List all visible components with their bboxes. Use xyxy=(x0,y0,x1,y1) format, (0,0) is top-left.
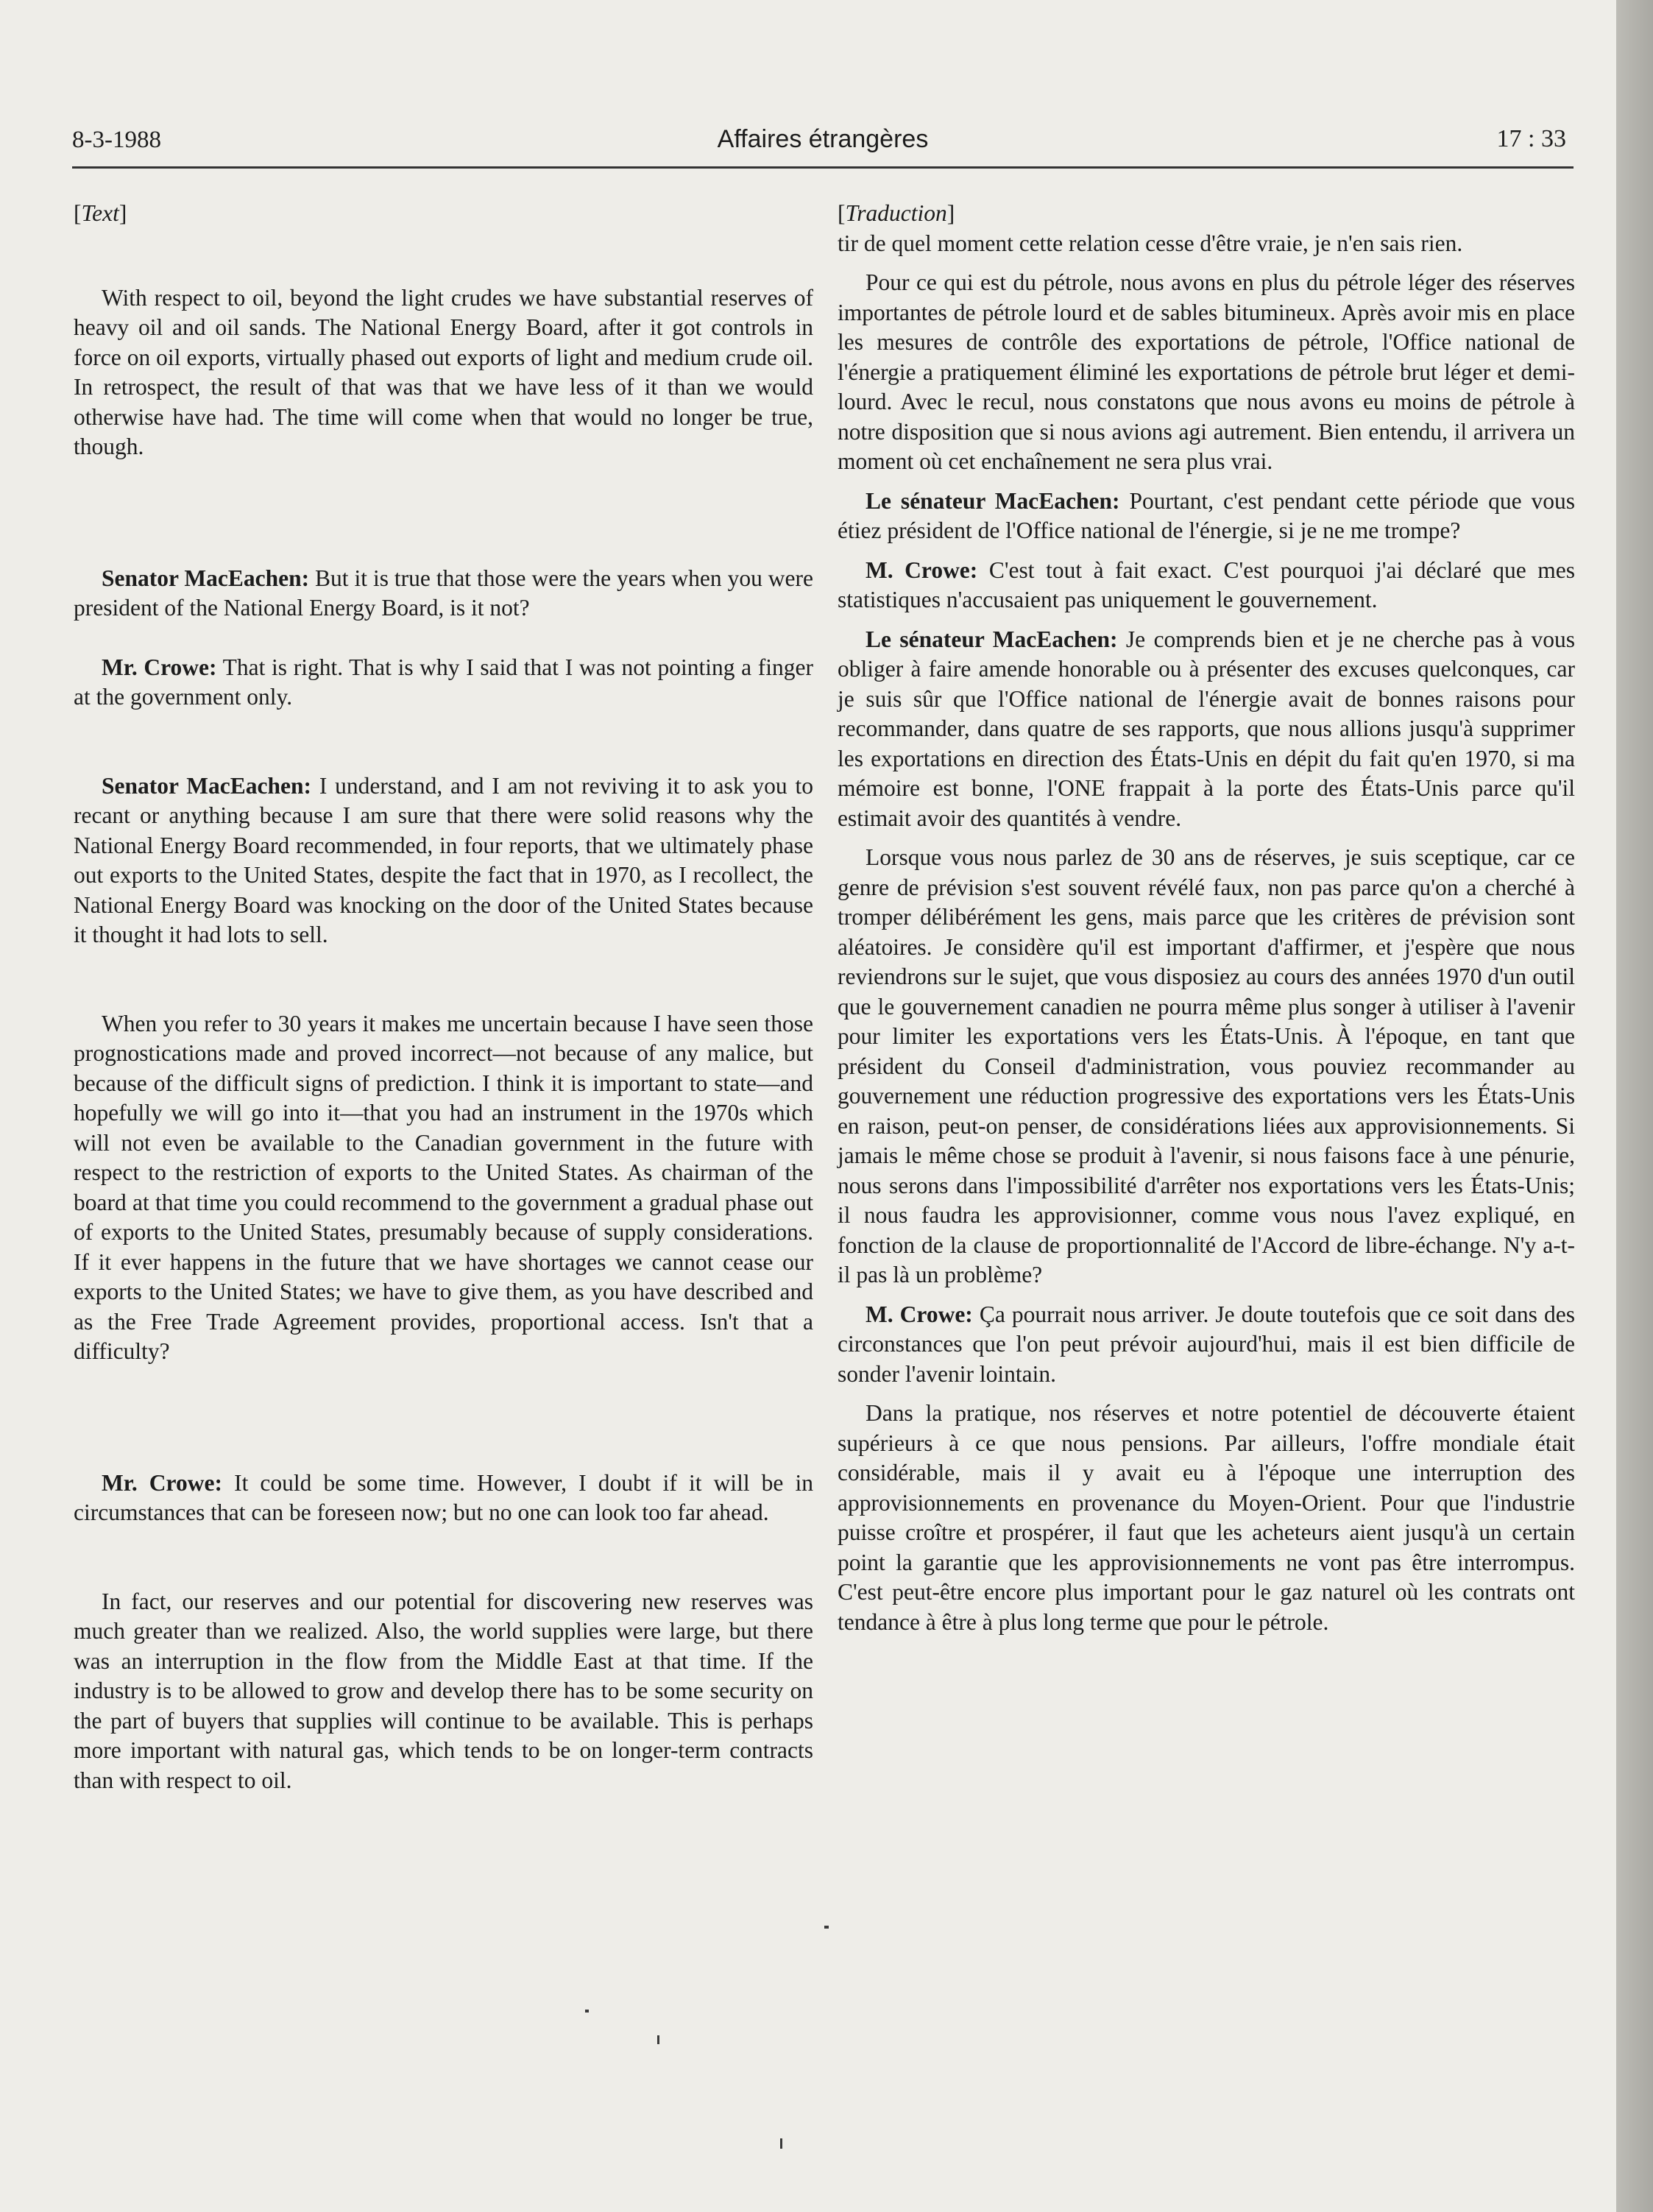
french-paragraph: tir de quel moment cette relation cesse d'être vraie, je n'en sais rien. xyxy=(838,230,1463,256)
speech-text: But it is true that those were the years when you were president of the National Energy Board, is it not? xyxy=(74,565,814,621)
speech-text: C'est tout à fait exact. C'est pourquoi j'ai déclaré que mes statistiques n'accusaient pas uniquement le gouvernement. xyxy=(838,556,1575,612)
scan-speck xyxy=(824,1926,829,1929)
speech-text: It could be some time. However, I doubt if it will be in circumstances that can be foreseen now; but no one can look too far ahead. xyxy=(74,1469,814,1525)
header-page-number: 17 : 33 xyxy=(1496,125,1566,152)
english-paragraph xyxy=(74,1469,813,1528)
header-title: Affaires étrangères xyxy=(717,125,929,153)
speaker-name: M. Crowe: xyxy=(866,556,978,583)
english-paragraph xyxy=(74,771,813,950)
speaker-name: Mr. Crowe: xyxy=(102,1469,222,1496)
speaker-name: Senator MacEachen: xyxy=(102,772,311,799)
french-column xyxy=(838,199,1575,1637)
speaker-name: M. Crowe: xyxy=(866,1301,973,1327)
english-paragraph xyxy=(74,653,813,713)
scan-speck xyxy=(657,2035,659,2044)
english-paragraph: With respect to oil, beyond the light crudes we have substantial reserves of heavy oil and oil sands. The National Energy Board, after it got controls in force on oil exports, virtually phased out exports of light and medium crude oil. In retrospect, the result of that was that we have less of it than we would otherwise have had. The time will come when that would no longer be true, though. xyxy=(74,284,813,459)
header-date: 8-3-1988 xyxy=(72,127,161,153)
scan-speck xyxy=(585,2010,589,2013)
english-paragraph: When you refer to 30 years it makes me uncertain because I have seen those prognostications made and proved incorrect—not because of any malice, but because of the difficult signs of prediction. I think it is important to state—and hopefully we will go into it—that you had an instrument in the 1970s which will not even be available to the Canadian government in the future with respect to the restriction of exports to the United States. As chairman of the board at that time you could recommend to the government a gradual phase out of exports to the United States, presumably because of supply considerations. If it ever happens in the future that we have shortages we cannot cease our exports to the United States; we have to give them, as you have described and as the Free Trade Agreement provides, proportional access. Isn't that a difficulty? xyxy=(74,1010,813,1364)
speech-text: Je comprends bien et je ne cherche pas à vous obliger à faire amende honorable ou à présenter des excuses quelconques, car je suis sûr que l'Office national de l'énergie avait de bonnes raisons pour recommander, dans quatre de ses rapports, que nous allions jusqu'à supprimer les exportations en direction des États-Unis en dépit du fait qu'en 1970, si ma mémoire est bonne, l'ONE frappait à la porte des États-Unis parce qu'il estimait avoir des quantités à vendre. xyxy=(838,626,1576,831)
speech-text: Ça pourrait nous arriver. Je doute toutefois que ce soit dans des circonstances que l'on peut prévoir aujourd'hui, mais il est bien difficile de sonder l'avenir lointain. xyxy=(838,1301,1575,1387)
speech-text: That is right. That is why I said that I was not pointing a finger at the government only. xyxy=(74,654,813,710)
french-paragraph xyxy=(838,556,1575,615)
french-paragraph xyxy=(838,1300,1575,1390)
speech-text: I understand, and I am not reviving it to ask you to recant or anything because I am sure that there were solid reasons why the National Energy Board recommended, in four reports, that we ultimately phase out exports to the United States, despite the fact that in 1970, as I recollect, the National Energy Board was knocking on the door of the United States because it thought it had lots to sell. xyxy=(74,772,813,947)
speaker-name: Le sénateur MacEachen: xyxy=(866,626,1118,652)
french-paragraph: Lorsque vous nous parlez de 30 ans de réserves, je suis sceptique, car ce genre de prévision s'est souvent révélé faux, non pas parce qu'on a cherché à tromper délibérément les gens, mais parce que les critères de prévision sont aléatoires. Je considère qu'il est important d'affirmer, et j'espère que nous reviendrons sur le sujet, que vous disposiez au cours des années 1970 d'un outil que le gouvernement canadien ne pourra même plus songer à utiliser à l'avenir pour limiter les exportations vers les États-Unis. À l'époque, en tant que président du Conseil d'administration, vous pouviez recommander au gouvernement une réduction progressive des exportations vers les États-Unis en raison, peut-on penser, de considérations liées aux approvisionnements. Si jamais le même chose se produit à l'avenir, si nous faisons face à une pénurie, nous serons dans l'impossibilité d'arrêter nos exportations vers les États-Unis; il nous faudra les approvisionner, comme vous nous l'avez expliqué, en fonction de la clause de proportionnalité de l'Accord de libre-échange. N'y a-t-il pas là un problème? xyxy=(838,844,1575,1287)
scan-speck xyxy=(780,2138,782,2149)
speaker-name: Senator MacEachen: xyxy=(102,565,310,591)
speaker-name: Le sénateur MacEachen: xyxy=(866,487,1120,514)
english-column xyxy=(74,199,813,1795)
french-paragraph: Pour ce qui est du pétrole, nous avons en plus du pétrole léger des réserves importantes de pétrole lourd et de sables bitumineux. Après avoir mis en place les mesures de contrôle des exportations de pétrole, l'Office national de l'énergie a pratiquement éliminé les exportations de pétrole brut léger et demi-lourd. Avec le recul, nous constatons que nous avons eu moins de pétrole à notre disposition que si nous avions agi autrement. Bien entendu, il arrivera un moment où cet enchaînement ne sera plus vrai. xyxy=(838,269,1575,474)
english-paragraph: In fact, our reserves and our potential for discovering new reserves was much greater than we realized. Also, the world supplies were large, but there was an interruption in the flow from the Middle East at that time. If the industry is to be allowed to grow and develop there has to be some security on the part of buyers that supplies will continue to be available. This is perhaps more important with natural gas, which tends to be on longer-term contracts than with respect to oil. xyxy=(74,1588,813,1793)
french-paragraph: Dans la pratique, nos réserves et notre potentiel de découverte étaient supérieurs à ce que nous pensions. Par ailleurs, l'offre mondiale était considérable, mais il y avait eu à l'époque une interruption des approvisionnements en provenance du Moyen-Orient. Pour que l'industrie puisse croître et prospérer, il faut que les acheteurs aient jusqu'à un certain point la garantie que les approvisionnements ne vont pas être interrompus. C'est peut-être encore plus important pour le gaz naturel où les contrats ont tendance à être à plus long terme que pour le pétrole. xyxy=(838,1400,1575,1635)
english-paragraph xyxy=(74,564,813,623)
french-paragraph xyxy=(838,487,1575,546)
speaker-name: Mr. Crowe: xyxy=(102,654,217,680)
page-header xyxy=(72,125,1574,169)
english-tag: [Text] xyxy=(74,200,127,226)
page-edge xyxy=(1616,0,1653,2212)
french-tag: [Traduction] xyxy=(838,200,955,226)
french-paragraph xyxy=(838,625,1575,834)
speech-text: Pourtant, c'est pendant cette période que vous étiez président de l'Office national de l'énergie, si je ne me trompe? xyxy=(838,487,1576,543)
